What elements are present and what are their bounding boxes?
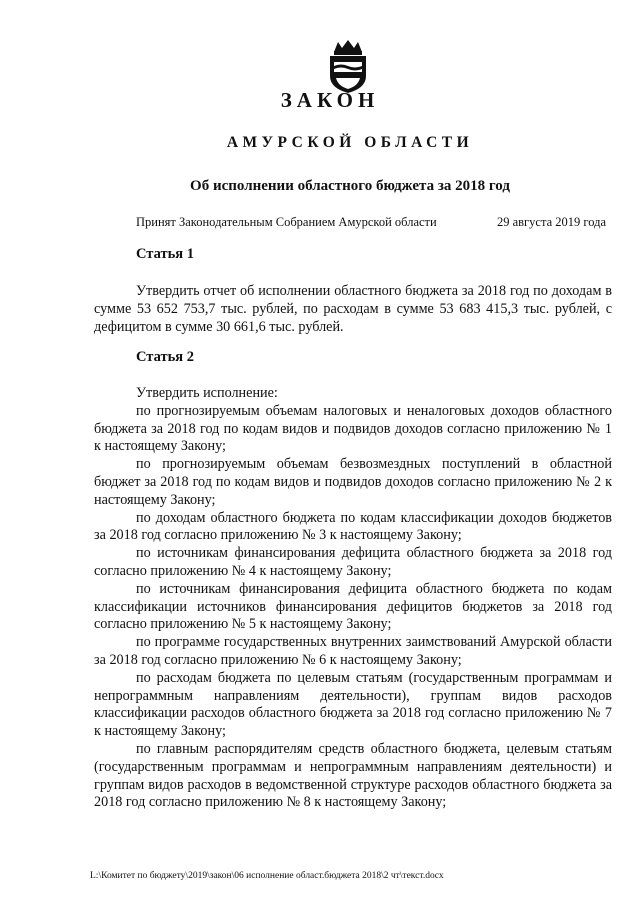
article-2-item: по прогнозируемым объемам безвозмездных поступлений в областной бюджет за 2018 год по кодам видов и подвидов доходов согласно приложению № 2 к настоящему Закону; [94,456,612,508]
adoption-line [136,215,606,230]
article-1-heading: Статья 1 [136,246,194,262]
article-2-item: по источникам финансирования дефицита областного бюджета за 2018 год согласно приложению № 4 к настоящему Закону; [94,545,612,579]
adopted-by: Принят Законодательным Собранием Амурской области [136,215,437,229]
article-2-item: по прогнозируемым объемам налоговых и неналоговых доходов областного бюджета за 2018 год по кодам видов и подвидов доходов согласно приложению № 1 к настоящему Закону; [94,402,612,455]
article-2-heading: Статья 2 [136,349,194,365]
law-title: Об исполнении областного бюджета за 2018 год [190,178,510,194]
article-2-intro: Утвердить исполнение: [136,385,278,401]
article-2-item: по источникам финансирования дефицита областного бюджета по кодам классификации источников финансирования дефицитов бюджетов за 2018 год согласно приложению № 5 к настоящему Закону; [94,580,612,633]
article-2-item: по программе государственных внутренних заимствований Амурской области за 2018 год согласно приложению № 6 к настоящему Закону; [94,634,612,668]
region-title: АМУРСКОЙ ОБЛАСТИ [226,134,474,151]
article-1-body [94,283,612,336]
file-path-footer: L:\Комитет по бюджету\2019\закон\06 исполнение област.бюджета 2018\2 чт\текст.docx [90,871,444,881]
article-2-body [94,385,612,812]
document-type-title: ЗАКОН [280,88,380,112]
article-2-item: по расходам бюджета по целевым статьям (государственным программам и непрограммным направлениям деятельности), группам видов расходов классификации расходов областного бюджета за 2018 год согласно приложению № 7 к настоящему Закону; [94,669,612,740]
article-1-text: Утвердить отчет об исполнении областного бюджета за 2018 год по доходам в сумме 53 652 753,7 тыс. рублей, по расходам в сумме 53 683 415,3 тыс. рублей, с дефицитом в сумме 30 661,6 тыс. рублей. [94,283,612,335]
adopted-date: 29 августа 2019 года [496,215,606,229]
article-2-item: по доходам областного бюджета по кодам классификации доходов бюджетов за 2018 год согласно приложению № 3 к настоящему Закону; [94,509,612,544]
amur-region-coat-of-arms-icon [325,38,371,94]
article-2-item: по главным распорядителям средств областного бюджета, целевым статьям (государственным программам и непрограммным направлениям деятельности) и группам видов расходов в ведомственной структуре расходов областного бюджета за 2018 год согласно приложению № 8 к настоящему Закону; [94,740,612,811]
